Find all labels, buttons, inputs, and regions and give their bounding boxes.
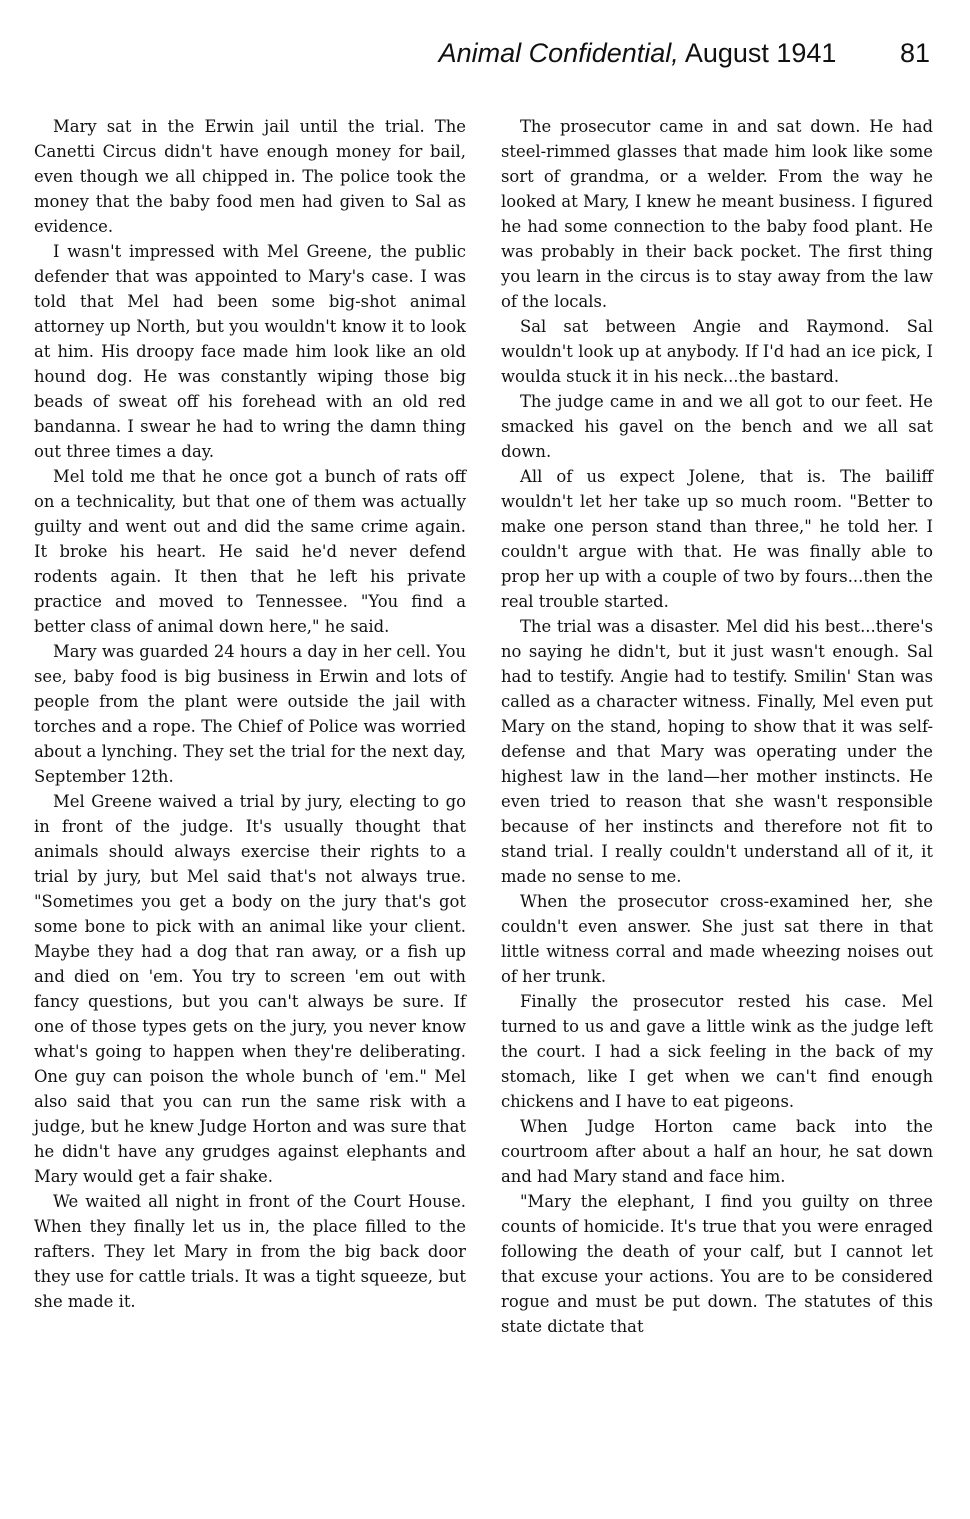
paragraph: Finally the prosecutor rested his case. Mel turned to us and gave a little wink as the judge left the court. I had a sick feeling in the back of my stomach, like I get when we can't find enough chickens and I have to eat pigeons. xyxy=(501,992,933,1111)
paragraph: "Mary the elephant, I find you guilty on three counts of homicide. It's true that you were enraged following the death of your calf, but I cannot let that excuse your actions. You are to be considered rogue and must be put down. The statutes of this state dictate that xyxy=(501,1192,933,1336)
running-header xyxy=(439,38,930,69)
paragraph: The prosecutor came in and sat down. He had steel-rimmed glasses that made him look like some sort of grandma, or a welder. From the way he looked at Mary, I knew he meant business. I figured he had some connection to the baby food plant. He was probably in their back pocket. The first thing you learn in the circus is to stay away from the law of the locals. xyxy=(501,117,933,311)
paragraph: The judge came in and we all got to our feet. He smacked his gavel on the bench and we all sat down. xyxy=(501,392,933,461)
right-column xyxy=(501,114,933,1339)
magazine-title: Animal Confidential, xyxy=(438,38,679,68)
paragraph: Sal sat between Angie and Raymond. Sal wouldn't look up at anybody. If I'd had an ice pick, I woulda stuck it in his neck...the bastard. xyxy=(501,317,933,386)
page-number: 81 xyxy=(899,38,930,68)
issue-date: August 1941 xyxy=(684,38,837,68)
paragraph: All of us expect Jolene, that is. The bailiff wouldn't let her take up so much room. "Better to make one person stand than three," he told her. I couldn't argue with that. He was finally able to prop her up with a couple of two by fours...then the real trouble started. xyxy=(501,467,933,611)
paragraph: Mel Greene waived a trial by jury, electing to go in front of the judge. It's usually thought that animals should always exercise their rights to a trial by jury, but Mel said that's not always true. "Sometimes you get a body on the jury that's got some bone to pick with an animal like your client. Maybe they had a dog that ran away, or a fish up and died on 'em. You try to screen 'em out with fancy questions, but you can't always be sure. If one of those types gets on the jury, you never know what's going to happen when they're deliberating. One guy can poison the whole bunch of 'em." Mel also said that you can run the same risk with a judge, but he knew Judge Horton and was sure that he didn't have any grudges against elephants and Mary would get a fair shake. xyxy=(34,792,466,1186)
left-column xyxy=(34,114,466,1314)
paragraph: When the prosecutor cross-examined her, she couldn't even answer. She just sat there in that little witness corral and made wheezing noises out of her trunk. xyxy=(501,892,933,986)
paragraph: Mary sat in the Erwin jail until the trial. The Canetti Circus didn't have enough money for bail, even though we all chipped in. The police took the money that the baby food men had given to Sal as evidence. xyxy=(34,117,466,236)
paragraph: Mel told me that he once got a bunch of rats off on a technicality, but that one of them was actually guilty and went out and did the same crime again. It broke his heart. He said he'd never defend rodents again. It then that he left his private practice and moved to Tennessee. "You find a better class of animal down here," he said. xyxy=(34,467,466,636)
paragraph: We waited all night in front of the Court House. When they finally let us in, the place filled to the rafters. They let Mary in from the big back door they use for cattle trials. It was a tight squeeze, but she made it. xyxy=(34,1192,466,1311)
paragraph: The trial was a disaster. Mel did his best...there's no saying he didn't, but it just wasn't enough. Sal had to testify. Angie had to testify. Smilin' Stan was called as a character witness. Finally, Mel even put Mary on the stand, hoping to show that it was self-defense and that Mary was operating under the highest law in the land—her mother instincts. He even tried to reason that she wasn't responsible because of her instincts and therefore not fit to stand trial. I really couldn't understand all of it, it made no sense to me. xyxy=(501,617,933,886)
paragraph: Mary was guarded 24 hours a day in her cell. You see, baby food is big business in Erwin and lots of people from the plant were outside the jail with torches and a rope. The Chief of Police was worried about a lynching. They set the trial for the next day, September 12th. xyxy=(34,642,466,786)
paragraph: When Judge Horton came back into the courtroom after about a half an hour, he sat down and had Mary stand and face him. xyxy=(501,1117,933,1186)
paragraph: I wasn't impressed with Mel Greene, the public defender that was appointed to Mary's case. I was told that Mel had been some big-shot animal attorney up North, but you wouldn't know it to look at him. His droopy face made him look like an old hound dog. He was constantly wiping those big beads of sweat off his forehead with an old red bandanna. I swear he had to wring the damn thing out three times a day. xyxy=(34,242,466,461)
